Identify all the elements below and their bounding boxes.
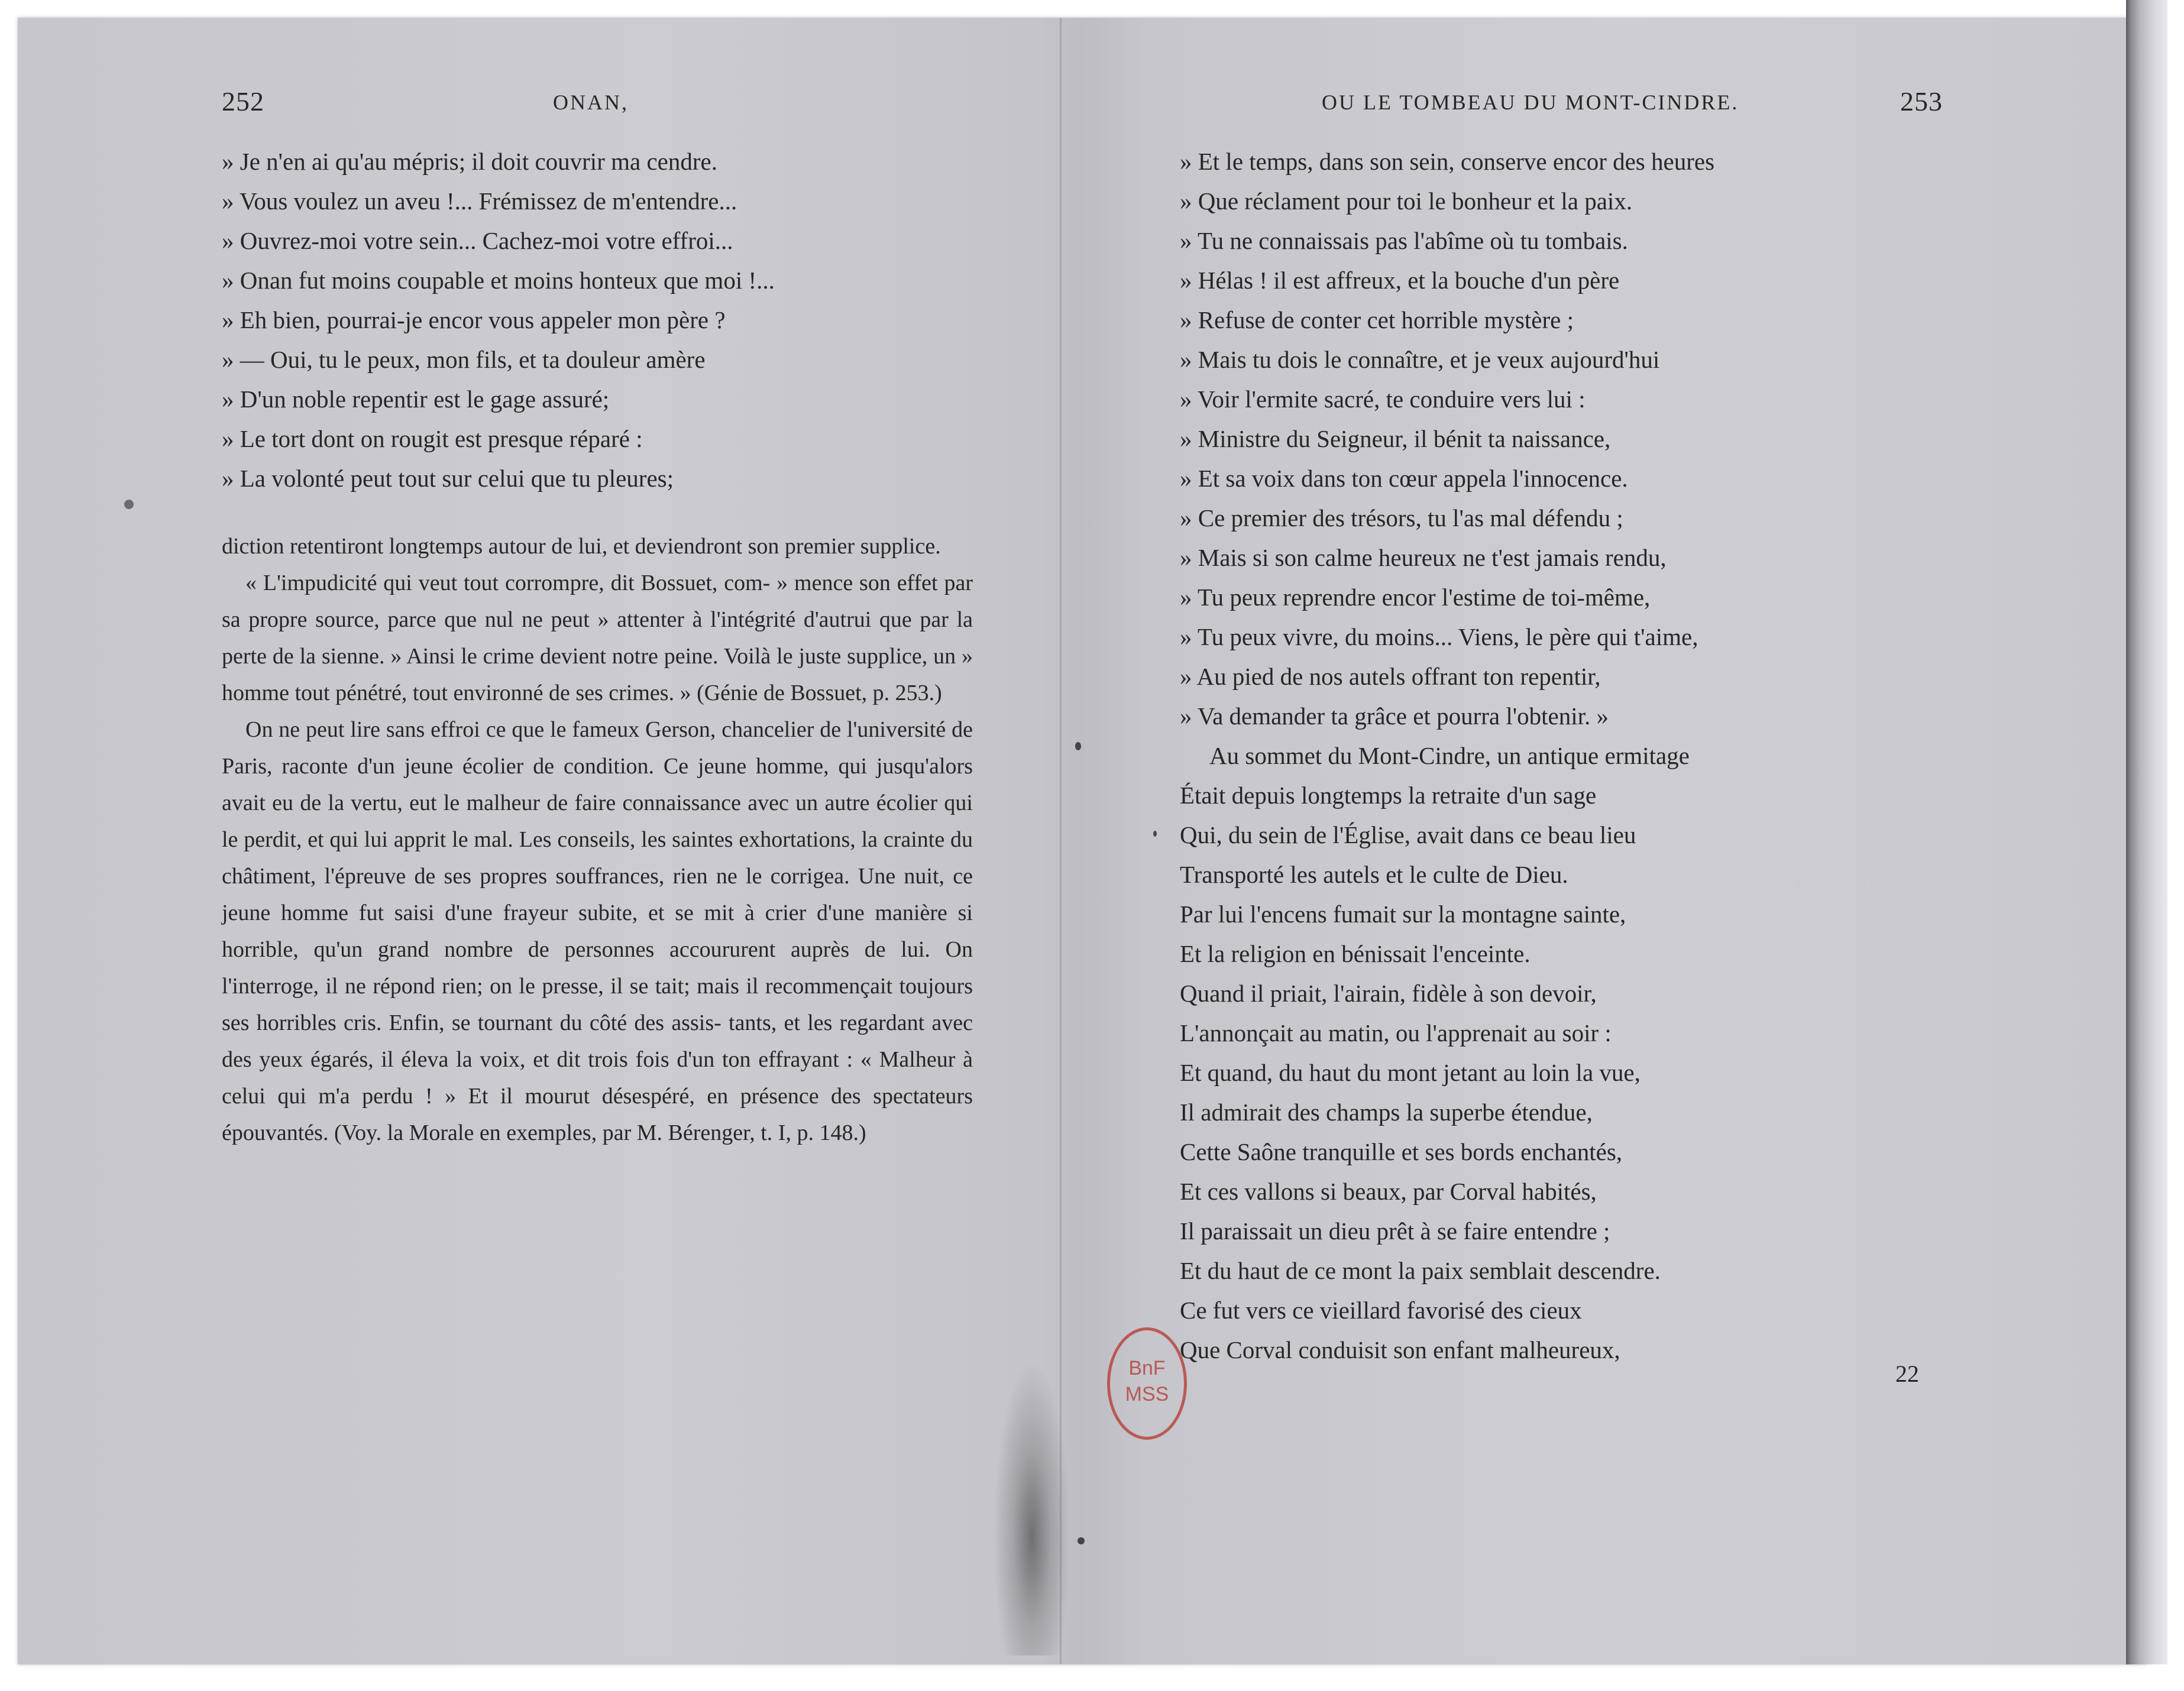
verse-line: » Tu peux vivre, du moins... Viens, le père qui t'aime, bbox=[1180, 623, 1698, 650]
ink-speck bbox=[1078, 1537, 1085, 1544]
stamp-line: MSS bbox=[1125, 1383, 1169, 1405]
verse-line: » D'un noble repentir est le gage assuré; bbox=[222, 386, 610, 413]
verse-line: » Je n'en ai qu'au mépris; il doit couvrir ma cendre. bbox=[222, 148, 717, 175]
verse-line: » Ce premier des trésors, tu l'as mal défendu ; bbox=[1180, 504, 1623, 532]
verse-line: » Onan fut moins coupable et moins honteux que moi !... bbox=[222, 267, 775, 294]
verse-line: » Va demander ta grâce et pourra l'obtenir. » bbox=[1180, 702, 1609, 730]
verse-line: » Vous voulez un aveu !... Frémissez de m'entendre... bbox=[222, 187, 737, 215]
right-page bbox=[1180, 18, 1943, 1387]
footnote-prose bbox=[222, 528, 973, 1151]
verse-line: » Mais tu dois le connaître, et je veux aujourd'hui bbox=[1180, 346, 1660, 373]
verse-line: Qui, du sein de l'Église, avait dans ce beau lieu bbox=[1180, 821, 1636, 848]
verse-line: Et la religion en bénissait l'enceinte. bbox=[1180, 940, 1531, 967]
verse-line: » Ministre du Seigneur, il bénit ta naissance, bbox=[1180, 425, 1611, 452]
verse-line: » Et sa voix dans ton cœur appela l'innocence. bbox=[1180, 465, 1628, 492]
verse-line: Et ces vallons si beaux, par Corval habités, bbox=[1180, 1178, 1597, 1205]
verse-line: » Et le temps, dans son sein, conserve encor des heures bbox=[1180, 148, 1715, 175]
verse-line: Cette Saône tranquille et ses bords enchantés, bbox=[1180, 1138, 1623, 1165]
verse-line: » Tu peux reprendre encor l'estime de toi-même, bbox=[1180, 584, 1651, 611]
ink-speck bbox=[124, 500, 134, 509]
ink-smudge bbox=[994, 1360, 1070, 1656]
verse-line: » Hélas ! il est affreux, et la bouche d'un père bbox=[1180, 267, 1620, 294]
running-head: ONAN, bbox=[553, 90, 629, 114]
verse-line: Par lui l'encens fumait sur la montagne sainte, bbox=[1180, 900, 1626, 928]
verse-line: » Refuse de conter cet horrible mystère ; bbox=[1180, 306, 1574, 333]
page-number: 253 bbox=[1900, 86, 1943, 116]
left-page bbox=[222, 18, 973, 1151]
library-stamp bbox=[1107, 1327, 1187, 1440]
right-page-header bbox=[1180, 18, 1943, 136]
verse-line: » Ouvrez-moi votre sein... Cachez-moi votre effroi... bbox=[222, 227, 733, 254]
verse-line: Transporté les autels et le culte de Dieu. bbox=[1180, 861, 1568, 888]
prose-paragraph: « L'impudicité qui veut tout corrompre, dit Bossuet, com- » mence son effet par sa propre source, parce que nul ne peut » attenter à l'intégrité d'autrui que par la perte de la sienne. » Ainsi le crime devient notre peine. Voilà le juste supplice, un » homme tout pénétré, tout environné de ses crimes. » (Génie de Bossuet, p. 253.) bbox=[222, 571, 973, 705]
prose-paragraph: diction retentiront longtemps autour de lui, et deviendront son premier supplice. bbox=[222, 534, 941, 559]
verse-line: » Au pied de nos autels offrant ton repentir, bbox=[1180, 663, 1601, 690]
verse-line: » Mais si son calme heureux ne t'est jamais rendu, bbox=[1180, 544, 1667, 571]
verse-line: L'annonçait au matin, ou l'apprenait au soir : bbox=[1180, 1019, 1612, 1047]
verse-line: » — Oui, tu le peux, mon fils, et ta douleur amère bbox=[222, 346, 706, 373]
ink-speck bbox=[1153, 831, 1157, 837]
verse-line: Et quand, du haut du mont jetant au loin la vue, bbox=[1180, 1059, 1641, 1086]
verse-line: Au sommet du Mont-Cindre, un antique ermitage bbox=[1209, 742, 1690, 769]
prose-paragraph: On ne peut lire sans effroi ce que le fameux Gerson, chancelier de l'université de Paris, raconte d'un jeune écolier de condition. Ce jeune homme, qui jusqu'alors avait eu de la vertu, eut le malheur de faire connaissance avec un autre écolier qui le perdit, et qui lui apprit le mal. Les conseils, les saintes exhortations, la crainte du châtiment, l'épreuve de ses propres souffrances, rien ne le corrigea. Une nuit, ce jeune homme fut saisi d'une frayeur subite, et se mit à crier d'une manière si horrible, qu'un grand nombre de personnes accoururent auprès de lui. On l'interroge, il ne répond rien; on le presse, il se tait; mais il recommençait toujours ses horribles cris. Enfin, se tournant du côté des assis- tants, et les regardant avec des yeux égarés, il éleva la voix, et dit trois fois d'un ton effrayant : « Malheur à celui qui m'a perdu ! » Et il mourut désespéré, en présence des spectateurs épouvantés. (Voy. la Morale en exemples, par M. Bérenger, t. I, p. 148.) bbox=[222, 717, 973, 1145]
left-page-header bbox=[222, 18, 973, 136]
verse-line: Il paraissait un dieu prêt à se faire entendre ; bbox=[1180, 1217, 1610, 1245]
verse-line: Et du haut de ce mont la paix semblait descendre. bbox=[1180, 1257, 1661, 1284]
page-number: 252 bbox=[222, 86, 264, 116]
verse-line: » La volonté peut tout sur celui que tu pleures; bbox=[222, 465, 674, 492]
verse-line: » Le tort dont on rougit est presque réparé : bbox=[222, 425, 643, 452]
verse-line: Que Corval conduisit son enfant malheureux, bbox=[1180, 1336, 1620, 1363]
verse-line: » Que réclament pour toi le bonheur et la paix. bbox=[1180, 187, 1633, 215]
page-edge-shadow bbox=[2126, 0, 2167, 1664]
verse-line: » Tu ne connaissais pas l'abîme où tu tombais. bbox=[1180, 227, 1628, 254]
verse-block bbox=[222, 142, 973, 498]
verse-line: Quand il priait, l'airain, fidèle à son devoir, bbox=[1180, 980, 1597, 1007]
verse-line: Était depuis longtemps la retraite d'un sage bbox=[1180, 782, 1597, 809]
signature-mark: 22 bbox=[1895, 1360, 1919, 1387]
verse-line: » Eh bien, pourrai-je encor vous appeler mon père ? bbox=[222, 306, 726, 333]
verse-line: Ce fut vers ce vieillard favorisé des cieux bbox=[1180, 1297, 1582, 1324]
verse-block bbox=[1180, 142, 1943, 1370]
ink-speck bbox=[1075, 742, 1081, 750]
verse-line: Il admirait des champs la superbe étendue, bbox=[1180, 1099, 1593, 1126]
verse-line: » Voir l'ermite sacré, te conduire vers lui : bbox=[1180, 386, 1586, 413]
running-head: OU LE TOMBEAU DU MONT-CINDRE. bbox=[1322, 90, 1739, 114]
stamp-line: BnF bbox=[1128, 1357, 1166, 1379]
